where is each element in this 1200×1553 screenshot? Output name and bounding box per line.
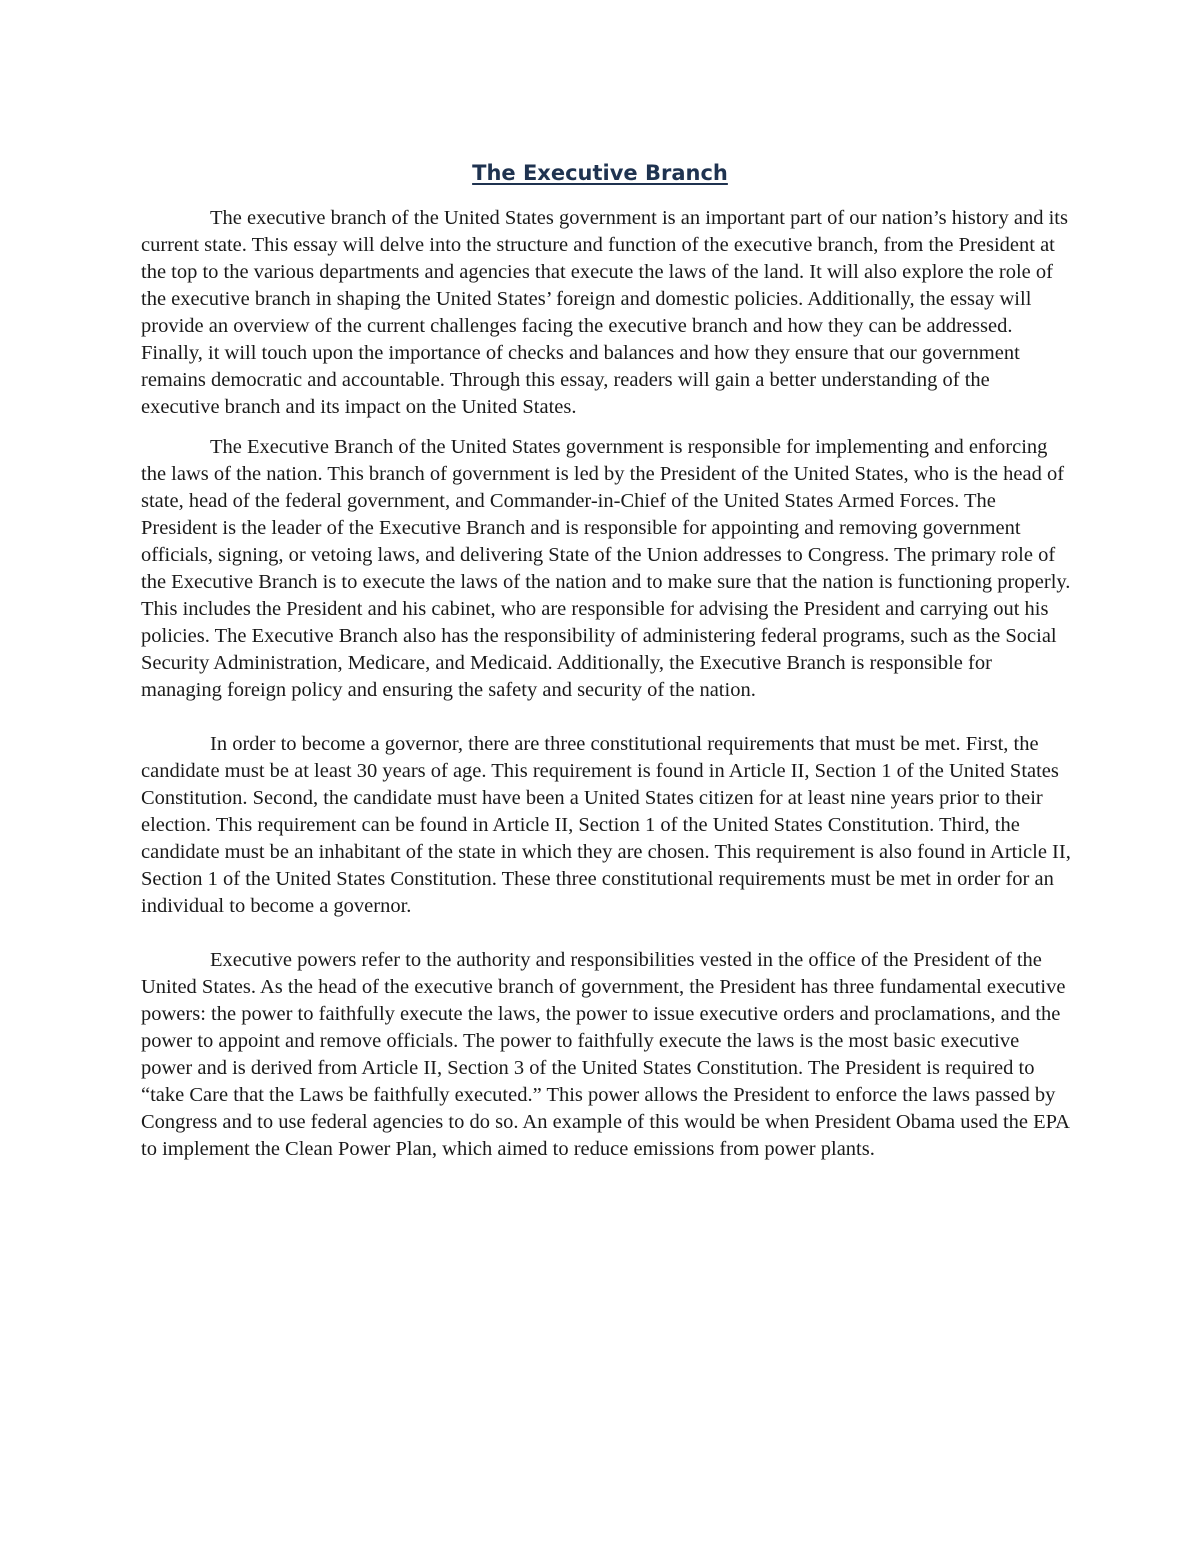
- paragraph-introduction: The executive branch of the United States government is an important part of our nation’s history and its current state. This essay will delve into the structure and function of the executive branch, from the President at the top to the various departments and agencies that execute the laws of the land. It will also explore the role of the executive branch in shaping the United States’ foreign and domestic policies. Additionally, the essay will provide an overview of the current challenges facing the executive branch and how they can be addressed. Finally, it will touch upon the importance of checks and balances and how they ensure that our government remains democratic and accountable. Through this essay, readers will gain a better understanding of the executive branch and its impact on the United States.: [141, 207, 1068, 418]
- document-body: [141, 205, 1071, 1163]
- paragraph-executive-branch-overview: The Executive Branch of the United States government is responsible for implementing and enforcing the laws of the nation. This branch of government is led by the President of the United States, who is the head of state, head of the federal government, and Commander-in-Chief of the United States Armed Forces. The President is the leader of the Executive Branch and is responsible for appointing and removing government officials, signing, or vetoing laws, and delivering State of the Union addresses to Congress. The primary role of the Executive Branch is to execute the laws of the nation and to make sure that the nation is functioning properly. This includes the President and his cabinet, who are responsible for advising the President and carrying out his policies. The Executive Branch also has the responsibility of administering federal programs, such as the Social Security Administration, Medicare, and Medicaid. Additionally, the Executive Branch is responsible for managing foreign policy and ensuring the safety and security of the nation.: [141, 436, 1071, 701]
- paragraph-executive-powers: Executive powers refer to the authority and responsibilities vested in the office of the President of the United States. As the head of the executive branch of government, the President has three fundamental executive powers: the power to faithfully execute the laws, the power to issue executive orders and proclamations, and the power to appoint and remove officials. The power to faithfully execute the laws is the most basic executive power and is derived from Article II, Section 3 of the United States Constitution. The President is required to “take Care that the Laws be faithfully executed.” This power allows the President to enforce the laws passed by Congress and to use federal agencies to do so. An example of this would be when President Obama used the EPA to implement the Clean Power Plan, which aimed to reduce emissions from power plants.: [141, 949, 1069, 1160]
- document-title-text: The Executive Branch: [472, 161, 728, 185]
- document-title: [0, 158, 1200, 188]
- paragraph-governor-requirements: In order to become a governor, there are three constitutional requirements that must be met. First, the candidate must be at least 30 years of age. This requirement is found in Article II, Section 1 of the United States Constitution. Second, the candidate must have been a United States citizen for at least nine years prior to their election. This requirement can be found in Article II, Section 1 of the United States Constitution. Third, the candidate must be an inhabitant of the state in which they are chosen. This requirement is also found in Article II, Section 1 of the United States Constitution. These three constitutional requirements must be met in order for an individual to become a governor.: [141, 733, 1071, 917]
